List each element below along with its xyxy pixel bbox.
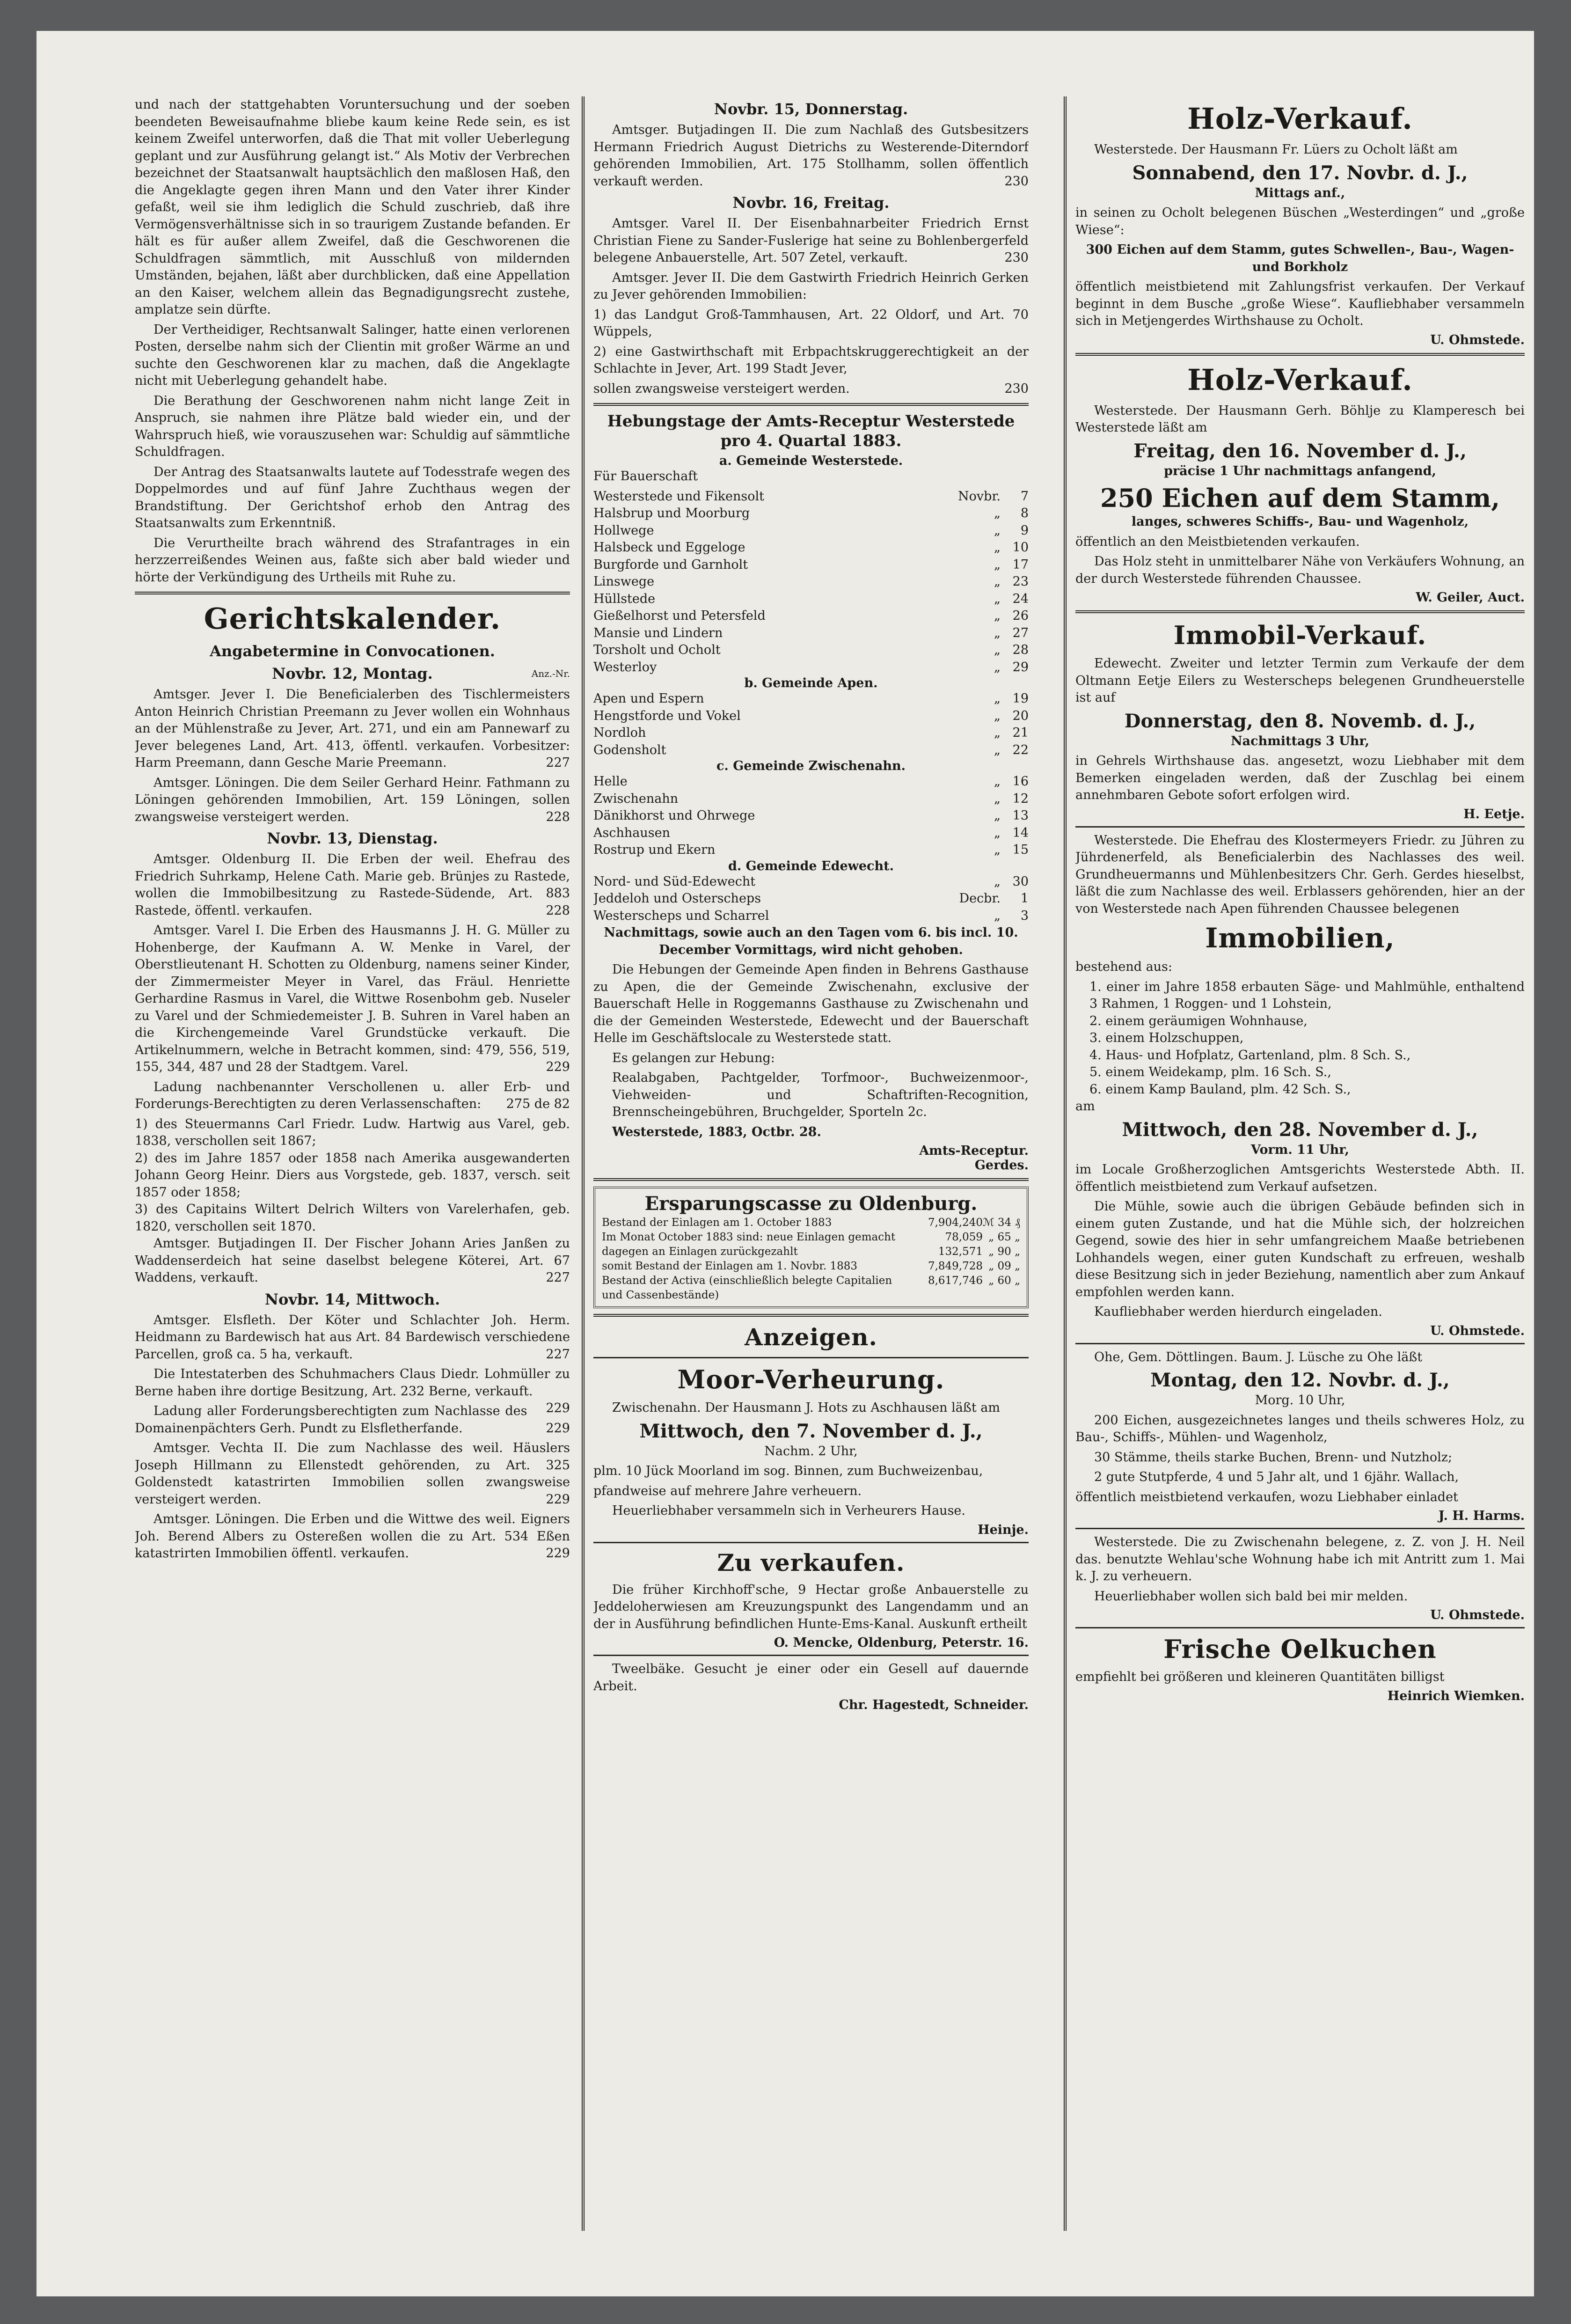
table-cell: „	[994, 774, 1001, 789]
table-cell: „	[994, 708, 1001, 723]
ad-text: Westerstede. Der Hausmann Gerh. Böhlje zu Klamperesch bei Westerstede läßt am	[1075, 403, 1525, 435]
table-row	[593, 908, 1029, 925]
table-cell: 24	[1012, 591, 1029, 606]
notice-date: Westerstede, 1883, Octbr. 28.	[612, 1124, 821, 1139]
table-cell: Mansie und Lindern	[593, 625, 723, 640]
court-entry	[135, 1511, 570, 1562]
table-row	[593, 659, 1029, 676]
table-row	[602, 1259, 1020, 1274]
table-cell: 78,059	[945, 1231, 983, 1243]
table-row	[593, 725, 1029, 742]
divider	[593, 1314, 1029, 1317]
list-item: 3) des Capitains Wiltert Delrich Wilters von Varelerhafen, geb. 1820, verschollen seit 1870.	[135, 1202, 570, 1234]
table-cell: „	[994, 540, 1001, 555]
table-cell: Hollwege	[593, 523, 654, 538]
table-cell: Nord- und Süd-Edewecht	[593, 874, 756, 889]
entry-number: 229	[546, 1492, 570, 1507]
table-cell: Nordloh	[593, 726, 646, 740]
entry-text: Amtsger. Löningen. Die dem Seiler Gerhard Heinr. Fathmann zu Löningen gehörenden Immobilien, Art. 159 Löningen, sollen zwangsweise versteigert werden.	[135, 775, 570, 824]
signature: U. Ohmstede.	[1430, 1608, 1525, 1622]
court-entry	[135, 686, 570, 772]
ad-date: Mittwoch, den 7. November d. J.,	[639, 1420, 983, 1442]
divider	[135, 592, 570, 594]
date-heading: Novbr. 16, Freitag.	[732, 194, 890, 212]
table-cell: Apen und Espern	[593, 691, 704, 706]
table-row	[593, 842, 1029, 859]
table-row	[593, 505, 1029, 522]
divider	[593, 1542, 1029, 1543]
signature: J. H. Harms.	[1438, 1509, 1525, 1523]
table-row	[593, 608, 1029, 625]
signature: Heinje.	[978, 1522, 1029, 1537]
table-cell: Hengstforde und Vokel	[593, 708, 741, 723]
entry-number: 229	[546, 1546, 570, 1561]
date-label: Novbr. 12, Montag.	[272, 665, 433, 682]
ad-date: Montag, den 12. Novbr. d. J.,	[1150, 1369, 1450, 1391]
article-text: und nach der stattgehabten Voruntersuchung und der soeben beendeten Beweisaufnahme bliebe kaum keine Rede sein, es ist keinem Zweifel unterworfen, daß die That mit voller Ueberlegung geplant und zur Ausführung gelangt ist.“ Als Motiv der Verbrechen bezeichnet der Staatsanwalt hauptsächlich den maßlosen Haß, den die Angeklagte gegen ihren Mann und den Vater ihrer Kinder gefaßt, weil sie ihm lediglich die Schuld zuschrieb, daß ihre Vermögensverhältnisse sich in so traurigem Zustande befanden. Er hält es für außer allem Zweifel, daß die Geschworenen die Schuldfragen sämmtlich, mit Ausschluß von mildernden Umständen, bejahen, läßt aber durchblicken, daß eine Appellation an den Kaiser, welchem allein das Begnadigungsrecht zustehe, amplatze sein dürfte.	[135, 97, 570, 317]
ad-title: Holz-Verkauf.	[1187, 362, 1413, 397]
notice-text: Nachmittags, sowie auch an den Tagen vom 6. bis incl. 10. December Vormittags, wird nicht gehoben.	[604, 925, 1018, 957]
table-cell: 26	[1012, 608, 1029, 623]
list-item: 1) das Landgut Groß-Tammhausen, Art. 22 Oldorf, und Art. 70 Wüppels,	[593, 307, 1029, 339]
table-row	[593, 642, 1029, 659]
ad-text: langes, schweres Schiffs-, Bau- und Wagenholz,	[1131, 514, 1469, 529]
table-cell: 1	[1020, 891, 1029, 906]
divider	[1075, 826, 1525, 828]
table-cell: Halsbeck und Eggeloge	[593, 540, 745, 555]
table-row	[602, 1274, 1020, 1303]
table-cell: 16	[1012, 774, 1029, 789]
table-cell: Aschhausen	[593, 825, 670, 840]
entry-text: Amtsger. Jever I. Die Beneficialerben des Tischlermeisters Anton Heinrich Christian Preemann zu Jever wollen ein Wohnhaus an der Mühlenstraße zu Jever, Art. 271, und ein am Pannewarf zu Jever belegenes Land, Art. 413, öffentl. verkaufen. Vorbesitzer: Harm Preemann, dann Gesche Marie Preemann.	[135, 687, 570, 770]
entry-number: 227	[546, 755, 570, 770]
ads-title: Anzeigen.	[745, 1323, 877, 1351]
date-heading: Novbr. 13, Dienstag.	[267, 829, 438, 847]
table-cell: 23	[1012, 574, 1029, 589]
ad-text: Heuerliebhaber versammeln sich in Verheurers Hause.	[612, 1503, 965, 1518]
table-cell: 7	[1020, 489, 1029, 504]
newspaper-page	[37, 31, 1534, 2296]
collection-table-a	[593, 488, 1029, 676]
column-divider	[582, 96, 585, 2231]
column-note: Anz.-Nr.	[531, 668, 570, 679]
ad-text: öffentlich an den Meistbietenden verkaufen.	[1075, 534, 1360, 549]
ad-text: Edewecht. Zweiter und letzter Termin zum Verkaufe der dem Oltmann Eetje Eilers zu Westerscheps belegenen Grundheuerstelle ist auf	[1075, 656, 1525, 705]
column-3	[1075, 96, 1525, 2231]
entry-number: 230	[1004, 250, 1029, 265]
ad-text: Die früher Kirchhoff'sche, 9 Hectar große Anbauerstelle zu Jeddeloherwiesen am Kreuzungspunkt des Langendamm und an der in Ausführung befindlichen Hunte-Ems-Kanal. Auskunft ertheilt	[593, 1582, 1029, 1631]
table-cell: 15	[1012, 843, 1029, 857]
table-cell: 3	[1020, 908, 1029, 923]
entry-text: Amtsger. Löningen. Die Erben und die Wittwe des weil. Eigners Joh. Berend Albers zu Ostereßen wollen die zu Art. 534 Eßen katastrirten Immobilien öffentl. verkaufen.	[135, 1512, 570, 1561]
ad-text: bestehend aus:	[1075, 960, 1173, 974]
table-cell: 7,849,728	[928, 1260, 983, 1272]
entry-text: Amtsger. Varel I. Die Erben des Hausmanns J. H. G. Müller zu Hohenberge, der Kaufmann A. W. Menke in Varel, der Oberstlieutenant H. Schotten zu Oldenburg, namens seiner Kinder, der Zimmermeister Meyer in Varel, das Fräul. Henriette Gerhardine Rasmus in Varel, die Wittwe Rosenbohm geb. Nuseler zu Varel und der Schmiedemeister J. B. Suhren in Varel haben an die Kirchengemeinde Varel Grundstücke verkauft. Die Artikelnummern, welche in Betracht kommen, sind: 479, 556, 519, 155, 344, 487 und 28 der Stadtgem. Varel.	[135, 923, 570, 1074]
table-row	[593, 890, 1029, 908]
ad-text: am	[1075, 1099, 1095, 1114]
ad-text: Morg. 10 Uhr,	[1255, 1393, 1345, 1408]
section-subtitle: Angabetermine in Convocationen.	[210, 642, 495, 660]
column-divider	[1064, 96, 1067, 2231]
table-row	[602, 1230, 1020, 1245]
table-cell: ℳ 34 ₰	[983, 1217, 1020, 1229]
ad-text: Ohe, Gem. Döttlingen. Baum. J. Lüsche zu Ohe läßt	[1094, 1349, 1423, 1364]
entry-number: 275 de 82	[506, 1097, 570, 1111]
ad-text: 300 Eichen auf dem Stamm, gutes Schwellen-, Bau-, Wagen- und Borkholz	[1086, 242, 1514, 274]
court-entry	[593, 381, 1029, 398]
table-row	[593, 791, 1029, 808]
table-row	[593, 708, 1029, 725]
list-item: 1) des Steuermanns Carl Friedr. Ludw. Hartwig aus Varel, geb. 1838, verschollen seit 1867;	[135, 1116, 570, 1148]
ad-text: Zwischenahn. Der Hausmann J. Hots zu Aschhausen läßt am	[612, 1400, 1000, 1415]
entry-text: Ladung aller Forderungsberechtigten zum Nachlasse des Domainenpächters Gerh. Pundt zu Elsfletherfande.	[135, 1404, 527, 1436]
table-cell: Im Monat October 1883 sind: neue Einlagen gemacht	[602, 1231, 896, 1243]
divider	[1075, 610, 1525, 613]
table-cell: 10	[1012, 540, 1029, 555]
section-title: Hebungstage der Amts-Receptur Westerstede pro 4. Quartal 1883.	[607, 412, 1015, 450]
table-row	[593, 488, 1029, 506]
table-cell: Westerscheps und Scharrel	[593, 908, 769, 923]
table-cell: „	[994, 608, 1001, 623]
group-heading: b. Gemeinde Apen.	[744, 676, 878, 690]
notice-text: Realabgaben, Pachtgelder, Torfmoor-, Buchweizenmoor-, Viehweiden- und Schaftriften-Recognition, Brennscheingebühren, Bruchgelder, Sporteln 2c.	[612, 1070, 1029, 1119]
ad-title: Frische Oelkuchen	[1163, 1634, 1437, 1664]
table-cell: 21	[1012, 726, 1029, 740]
ad-text: Westerstede. Die zu Zwischenahn belegene, z. Z. von J. H. Neil das. benutzte Wehlau'sche Wohnung habe ich mit Antritt zum 1. Mai k. J. zu verheuern.	[1075, 1535, 1525, 1584]
table-cell: 8	[1020, 506, 1029, 521]
table-cell: Linswege	[593, 574, 655, 589]
table-row	[593, 625, 1029, 642]
table-row	[593, 690, 1029, 708]
ad-text: plm. 10 Jück Moorland im sog. Binnen, zum Buchweizenbau,	[593, 1464, 983, 1478]
table-cell: 13	[1012, 808, 1029, 823]
court-entry	[135, 1079, 570, 1113]
entry-number: 230	[1004, 381, 1029, 396]
court-entry	[135, 922, 570, 1076]
collection-table-b	[593, 690, 1029, 759]
savings-table	[602, 1216, 1020, 1303]
table-row	[593, 573, 1029, 591]
table-cell: Dänikhorst und Ohrwege	[593, 808, 755, 823]
entry-number: 229	[546, 1421, 570, 1436]
ad-text: 30 Stämme, theils starke Buchen, Brenn- und Nutzholz;	[1094, 1450, 1453, 1465]
court-entry	[135, 775, 570, 826]
table-cell: Halsbrup und Moorburg	[593, 506, 750, 521]
ad-text: Nachm. 2 Uhr,	[764, 1444, 858, 1459]
group-heading: a. Gemeinde Westerstede.	[719, 454, 903, 468]
signature: Heinrich Wiemken.	[1387, 1688, 1525, 1703]
ad-title: Immobil-Verkauf.	[1173, 620, 1427, 650]
list-item: 4. Haus- und Hofplatz, Gartenland, plm. 8 Sch. S.,	[1089, 1048, 1411, 1063]
entry-text: Ladung nachbenannter Verschollenen u. aller Erb- und Forderungs-Berechtigten zu deren Verlassenschaften:	[135, 1079, 570, 1111]
list-item: 2. einem geräumigen Wohnhause,	[1089, 1013, 1308, 1028]
savings-bank-box	[593, 1187, 1029, 1308]
entry-text: Amtsger. Varel II. Der Eisenbahnarbeiter Friedrich Ernst Christian Fiene zu Sander-Fuslerige hat seine zu Bohlenbergerfeld belegene Anbauerstelle, Art. 507 Zetel, verkauft.	[593, 216, 1029, 265]
list-item: 2) eine Gastwirthschaft mit Erbpachtskruggerechtigkeit an der Schlachte in Jever, Art. 199 Stadt Jever,	[593, 344, 1029, 376]
ad-text: Westerstede. Die Ehefrau des Klostermeyers Friedr. zu Jühren zu Jührdenerfeld, als Beneficialerbin des Nachlasses des weil. Grundheuermanns und Mühlenbesitzers Chr. Gerh. Gerdes hieselbst, läßt die zum Nachlasse des weil. Erblassers gehörenden, hier an der von Westerstede nach Apen führenden Chaussee belegenen	[1075, 833, 1525, 916]
ad-text: Vorm. 11 Uhr,	[1251, 1142, 1349, 1157]
entry-number: 230	[1004, 174, 1029, 189]
ad-date: Freitag, den 16. November d. J.,	[1133, 440, 1467, 462]
table-cell: „	[994, 791, 1001, 806]
ad-text: Westerstede. Der Hausmann Fr. Lüers zu Ocholt läßt am	[1094, 142, 1458, 157]
court-entry	[135, 1312, 570, 1364]
group-heading: c. Gemeinde Zwischenahn.	[716, 759, 906, 773]
savings-title: Ersparungscasse zu Oldenburg.	[644, 1193, 978, 1215]
table-cell: 30	[1012, 874, 1029, 889]
ad-text: präcise 1 Uhr nachmittags anfangend,	[1164, 463, 1436, 478]
signature: Chr. Hagestedt, Schneider.	[839, 1698, 1029, 1712]
column-1	[135, 96, 570, 2231]
table-cell: Bestand der Einlagen am 1. October 1883	[602, 1217, 832, 1229]
table-cell: „ 90 „	[988, 1246, 1020, 1258]
table-cell: Helle	[593, 774, 628, 789]
table-row	[593, 773, 1029, 791]
article-text: Die Berathung der Geschworenen nahm nicht lange Zeit in Anspruch, sie nahmen ihre Plätze bald wieder ein, und der Wahrspruch hieß, wie vorauszusehen war: Schuldig auf sämmtliche Schuldfragen.	[135, 393, 570, 459]
signature: W. Geiler, Auct.	[1416, 590, 1525, 605]
entry-number: 229	[546, 1401, 570, 1415]
ad-highlight: Immobilien,	[1205, 922, 1395, 954]
table-cell: Hüllstede	[593, 591, 656, 606]
table-cell: Rostrup und Ekern	[593, 843, 716, 857]
ad-text: Die Mühle, sowie auch die übrigen Gebäude befinden sich in einem guten Zustande, und hat die Mühle sich, der holzreichen Gegend, sowie des hier in sehr umfangreichem Maaße betriebenen Lohhandels wegen, einer guten Kundschaft zu erfreuen, weshalb diese Besitzung sich in jeder Beziehung, namentlich aber zum Ankauf empfohlen werden kann.	[1075, 1199, 1525, 1299]
signature: Amts-Receptur.	[919, 1144, 1029, 1158]
notice-text: Es gelangen zur Hebung:	[612, 1050, 775, 1065]
table-row	[593, 825, 1029, 842]
table-cell: Godensholt	[593, 742, 666, 757]
divider	[1075, 353, 1525, 356]
article-text: Der Vertheidiger, Rechtsanwalt Salinger, hatte einen verlorenen Posten, derselbe nahm sich der Clientin mit großer Wärme an und suchte den Geschworenen klar zu machen, daß die Angeklagte nicht mit Ueberlegung gehandelt habe.	[135, 322, 570, 388]
court-entry	[135, 1366, 570, 1415]
court-entry	[135, 851, 570, 919]
ad-text: in seinen zu Ocholt belegenen Büschen „Westerdingen“ und „große Wiese“:	[1075, 205, 1525, 237]
court-entry	[135, 1403, 570, 1437]
table-cell: 9	[1020, 523, 1029, 538]
signature: U. Ohmstede.	[1430, 332, 1525, 347]
table-cell: Novbr.	[958, 489, 1001, 504]
ad-text: 2 gute Stutpferde, 4 und 5 Jahr alt, und 1 6jähr. Wallach,	[1094, 1470, 1459, 1484]
table-cell: 19	[1012, 691, 1029, 706]
table-cell: „	[994, 908, 1001, 923]
divider	[593, 403, 1029, 406]
ad-text: im Locale Großherzoglichen Amtsgerichts Westerstede Abth. II. öffentlich meistbietend zum Verkauf aufsetzen.	[1075, 1162, 1525, 1194]
ad-text: in Gehrels Wirthshause das. angesetzt, wozu Liebhaber mit dem Bemerken eingeladen werden, daß der Zuschlag bei einem annehmbaren Gebote sofort erfolgen wird.	[1075, 754, 1525, 802]
ad-highlight: 250 Eichen auf dem Stamm,	[1100, 483, 1500, 513]
ad-text: pfandweise auf mehrere Jahre verheuern.	[593, 1483, 862, 1498]
table-cell: 12	[1012, 791, 1029, 806]
table-cell: Zwischenahn	[593, 791, 679, 806]
divider	[1075, 1528, 1525, 1529]
table-row	[602, 1245, 1020, 1259]
table-cell: „	[994, 742, 1001, 757]
table-cell: 20	[1012, 708, 1029, 723]
table-cell: Westerstede und Fikensolt	[593, 489, 764, 504]
entry-text: Amtsger. Butjadingen II. Der Fischer Johann Aries Janßen zu Waddenserdeich hat seine daselbst belegene Köterei, Art. 67 Waddens, verkauft.	[135, 1236, 570, 1285]
date-heading	[135, 664, 570, 683]
table-cell: Torsholt und Ocholt	[593, 643, 721, 657]
table-cell: Burgforde und Garnholt	[593, 557, 748, 572]
ad-text: Mittags anf.,	[1255, 185, 1345, 200]
ad-text: Kaufliebhaber werden hierdurch eingeladen.	[1094, 1305, 1382, 1319]
entry-number: 228	[546, 809, 570, 824]
list-item: 6. einem Kamp Bauland, plm. 42 Sch. S.,	[1089, 1082, 1351, 1097]
table-cell: „	[994, 574, 1001, 589]
court-entry	[593, 215, 1029, 267]
table-cell: 132,571	[938, 1246, 983, 1258]
table-cell: „	[994, 643, 1001, 657]
table-cell: 28	[1012, 643, 1029, 657]
table-row	[593, 591, 1029, 608]
entry-text: Amtsger. Vechta II. Die zum Nachlasse des weil. Häuslers Joseph Hillmann zu Ellenstedt gehörenden, zu Art. 325 Goldenstedt katastrirten Immobilien sollen zwangsweise versteigert werden.	[135, 1441, 570, 1507]
table-cell: „	[994, 506, 1001, 521]
entry-text: Amtsger. Butjadingen II. Die zum Nachlaß des Gutsbesitzers Hermann Friedrich August Dietrichs zu Westerende-Diterndorf gehörenden Immobilien, Art. 175 Stollhamm, sollen öffentlich verkauft werden.	[593, 123, 1029, 189]
table-cell: Gießelhorst und Petersfeld	[593, 608, 766, 623]
table-cell: „ 09 „	[988, 1260, 1020, 1272]
table-cell: 22	[1012, 742, 1029, 757]
list-item: 2) des im Jahre 1857 oder 1858 nach Amerika ausgewanderten Johann Georg Heinr. Diers aus Vorgstede, geb. 1837, versch. seit 1857 oder 1858;	[135, 1151, 570, 1200]
table-cell: „	[994, 660, 1001, 674]
table-cell: „	[994, 843, 1001, 857]
entry-number: 229	[546, 1060, 570, 1074]
table-cell: 8,617,746	[928, 1275, 983, 1287]
table-cell: „	[994, 825, 1001, 840]
table-row	[593, 522, 1029, 540]
ad-title: Holz-Verkauf.	[1187, 102, 1413, 136]
ad-date: Mittwoch, den 28. November d. J.,	[1122, 1118, 1478, 1141]
ad-title: Zu verkaufen.	[717, 1548, 905, 1576]
table-cell: 29	[1012, 660, 1029, 674]
collection-table-c	[593, 773, 1029, 859]
table-row	[593, 557, 1029, 574]
signature: Gerdes.	[974, 1158, 1029, 1173]
entry-text: Amtsger. Oldenburg II. Die Erben der weil. Ehefrau des Friedrich Suhrkamp, Helene Cath. Marie geb. Brünjes zu Rastede, wollen die Immobilbesitzung zu Rastede-Südende, Art. 883 Rastede, öffentl. verkaufen.	[135, 852, 570, 918]
table-row	[593, 742, 1029, 759]
signature: O. Mencke, Oldenburg, Peterstr. 16.	[774, 1635, 1029, 1650]
table-cell: „	[994, 625, 1001, 640]
section-title: Gerichtskalender.	[204, 601, 501, 636]
column-2	[593, 96, 1029, 2231]
divider	[1075, 1627, 1525, 1628]
entry-text: sollen zwangsweise versteigert werden.	[593, 381, 850, 396]
entry-text: Die Intestaterben des Schuhmachers Claus Diedr. Lohmüller zu Berne haben ihre dortige Besitzung, Art. 232 Berne, verkauft.	[135, 1367, 570, 1399]
table-cell: Jeddeloh und Osterscheps	[593, 891, 761, 906]
table-cell: Bestand der Activa (einschließlich belegte Capitalien und Cassenbestände)	[602, 1275, 892, 1301]
table-cell: 27	[1012, 625, 1029, 640]
court-entry	[593, 122, 1029, 190]
divider	[1075, 1343, 1525, 1344]
table-cell: „	[994, 726, 1001, 740]
entry-number: 228	[546, 903, 570, 918]
notice-text: Die Hebungen der Gemeinde Apen finden in Behrens Gasthause zu Apen, die der Gemeinde Zwischenahn, exclusive der Bauerschaft Helle in Roggemanns Gasthause zu Zwischenahn und die der Gemeinden Westerstede, Edewecht und der Bauerschaft Helle im Geschäftslocale zu Westerstede statt.	[593, 962, 1029, 1045]
table-cell: „	[994, 691, 1001, 706]
table-row	[593, 873, 1029, 891]
table-cell: somit Bestand der Einlagen am 1. Novbr. 1883	[602, 1260, 858, 1272]
table-row	[593, 807, 1029, 825]
divider	[593, 1357, 1029, 1358]
table-cell: „	[994, 874, 1001, 889]
date-heading: Novbr. 15, Donnerstag.	[714, 100, 908, 118]
list-item: 3. einem Holzschuppen,	[1089, 1031, 1244, 1045]
ad-text: Tweelbäke. Gesucht je einer oder ein Gesell auf dauernde Arbeit.	[593, 1662, 1029, 1694]
table-cell: „ 65 „	[988, 1231, 1020, 1243]
ad-text: empfiehlt bei größeren und kleineren Quantitäten billigst	[1075, 1670, 1445, 1684]
table-cell: Westerloy	[593, 660, 657, 674]
list-item: 1. einer im Jahre 1858 erbauten Säge- und Mahlmühle, enthaltend 3 Rahmen, 1 Roggen- und 1 Lohstein,	[1089, 979, 1525, 1011]
ad-text: Das Holz steht in unmittelbarer Nähe von Verkäufers Wohnung, an der durch Westerstede führenden Chaussee.	[1075, 554, 1525, 586]
court-entry	[135, 1235, 570, 1287]
divider	[593, 1178, 1029, 1181]
table-cell: „	[994, 523, 1001, 538]
table-caption: Für Bauerschaft	[593, 469, 698, 484]
table-cell: „	[994, 591, 1001, 606]
entry-text: Amtsger. Elsfleth. Der Köter und Schlachter Joh. Herm. Heidmann zu Bardewisch hat aus Art. 84 Bardewisch verschiedene Parcellen, groß ca. 5 ha, verkauft.	[135, 1312, 570, 1362]
table-cell: „	[994, 557, 1001, 572]
table-row	[593, 539, 1029, 557]
entry-number: 227	[546, 1347, 570, 1362]
table-cell: „	[994, 808, 1001, 823]
article-text: Der Antrag des Staatsanwalts lautete auf Todesstrafe wegen des Doppelmordes und auf fünf Jahre Zuchthaus wegen der Brandstiftung. Der Gerichtshof erhob den Antrag des Staatsanwalts zum Erkenntniß.	[135, 464, 570, 530]
ad-text: öffentlich meistbietend verkaufen, wozu Liebhaber einladet	[1075, 1489, 1458, 1504]
entry-number: 227	[546, 1270, 570, 1285]
table-cell: 7,904,240	[928, 1217, 983, 1229]
ad-date: Sonnabend, den 17. Novbr. d. J.,	[1132, 161, 1468, 184]
table-cell: „ 60 „	[988, 1275, 1020, 1287]
signature: U. Ohmstede.	[1430, 1323, 1525, 1338]
table-cell: 14	[1012, 825, 1029, 840]
table-cell: Decbr.	[959, 891, 1001, 906]
ad-text: Heuerliebhaber wollen sich bald bei mir melden.	[1094, 1589, 1408, 1604]
table-cell: dagegen an Einlagen zurückgezahlt	[602, 1246, 798, 1258]
ad-text: öffentlich meistbietend mit Zahlungsfrist verkaufen. Der Verkauf beginnt in dem Busche „große Wiese“. Kaufliebhaber versammeln sich in Metjengerdes Wirthshause zu Ocholt.	[1075, 279, 1525, 328]
property-list	[1075, 979, 1525, 1099]
court-entry: Amtsger. Jever II. Die dem Gastwirth Friedrich Heinrich Gerken zu Jever gehörenden Immobilien:	[593, 270, 1029, 302]
group-heading: d. Gemeinde Edewecht.	[728, 858, 894, 873]
collection-table-d	[593, 873, 1029, 925]
article-text: Die Verurtheilte brach während des Strafantrages in ein herzzerreißendes Weinen aus, faßte sich aber bald wieder und hörte der Verkündigung des Urtheils mit Ruhe zu.	[135, 535, 570, 585]
ad-text: Nachmittags 3 Uhr,	[1230, 733, 1369, 748]
ad-date: Donnerstag, den 8. Novemb. d. J.,	[1124, 710, 1476, 732]
ad-title: Moor-Verheurung.	[677, 1364, 945, 1394]
table-cell: 17	[1012, 557, 1029, 572]
table-row	[602, 1216, 1020, 1230]
list-item: 5. einem Weidekamp, plm. 16 Sch. S.,	[1089, 1065, 1331, 1079]
date-heading: Novbr. 14, Mittwoch.	[264, 1290, 440, 1308]
signature: H. Eetje.	[1463, 806, 1525, 821]
court-entry	[135, 1440, 570, 1508]
ad-text: 200 Eichen, ausgezeichnetes langes und theils schweres Holz, zu Bau-, Schiffs-, Mühlen- und Wagenholz,	[1075, 1413, 1525, 1444]
missing-persons-list	[135, 1116, 570, 1236]
divider	[593, 1655, 1029, 1656]
